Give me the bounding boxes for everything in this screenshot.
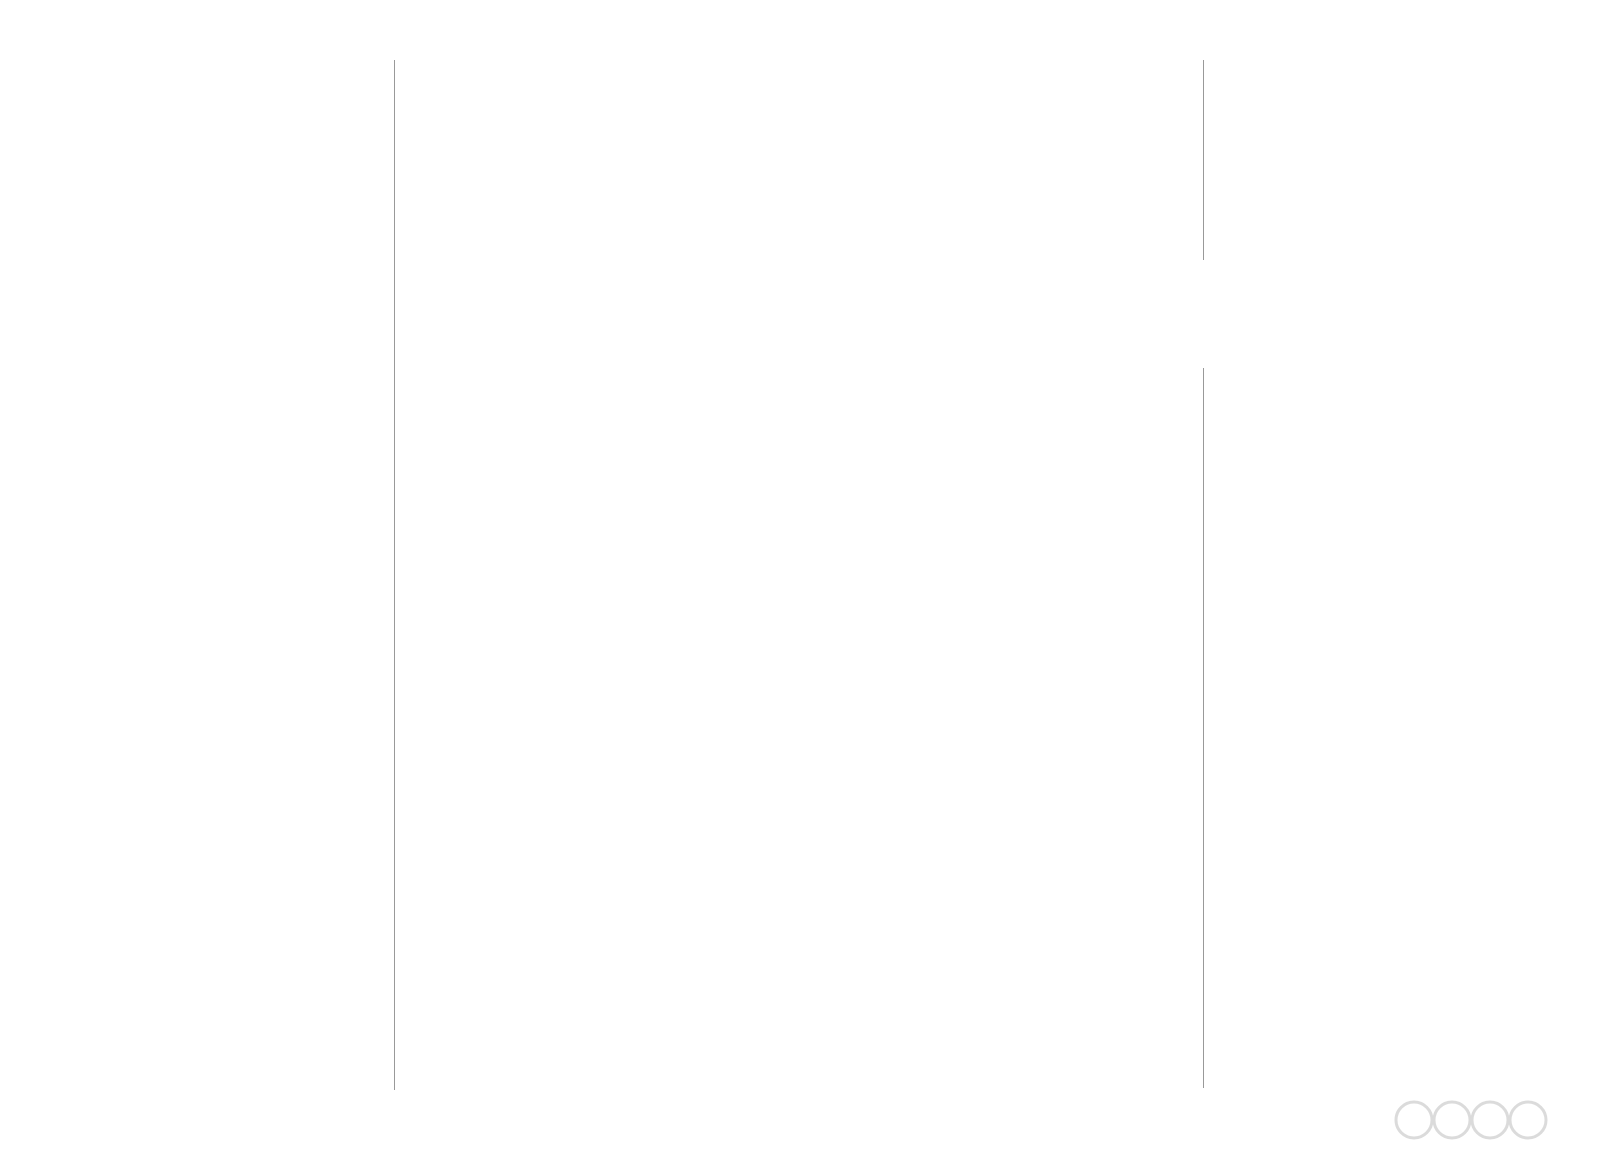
watermark-logo (1392, 1092, 1582, 1148)
column-divider-right-top (1203, 60, 1204, 260)
column-divider-right-bottom (1203, 368, 1204, 1088)
column-divider-left (394, 60, 395, 1090)
